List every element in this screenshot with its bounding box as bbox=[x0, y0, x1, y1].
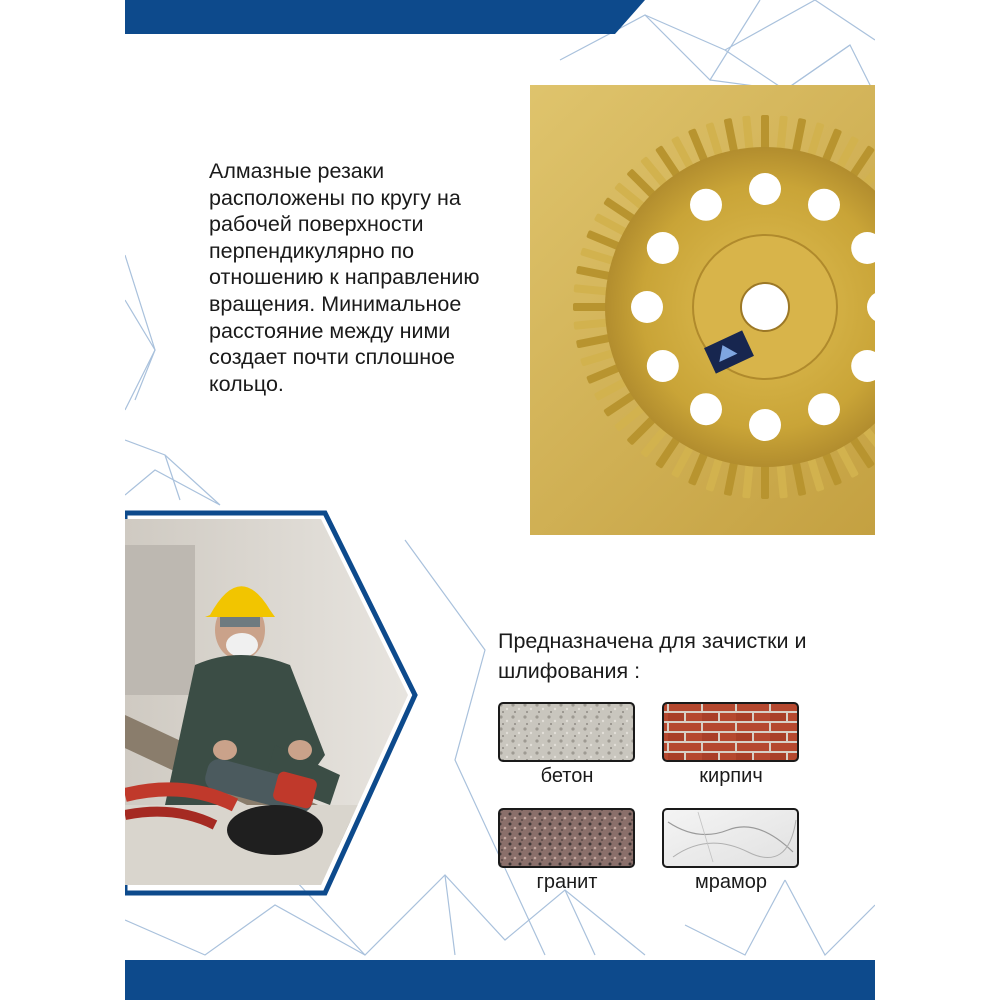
description-text bbox=[209, 158, 509, 397]
description-line: создает почти сплошное bbox=[209, 345, 455, 370]
description-line: перпендикулярно по bbox=[209, 238, 415, 263]
description-line: Алмазные резаки bbox=[209, 159, 385, 183]
worker-grinding-photo bbox=[125, 505, 545, 925]
description-line: кольцо. bbox=[209, 371, 284, 396]
diamond-cup-wheel-image bbox=[530, 85, 875, 535]
swatch-granite bbox=[499, 809, 634, 867]
purpose-heading bbox=[498, 626, 838, 686]
swatch-concrete bbox=[499, 703, 634, 761]
description-line: рабочей поверхности bbox=[209, 212, 424, 237]
description-line: расстояние между ними bbox=[209, 318, 451, 343]
material-label-concrete: бетон bbox=[540, 765, 594, 787]
top-banner-bar bbox=[125, 0, 875, 36]
bottom-banner-bar bbox=[125, 960, 875, 1000]
purpose-line-1: Предназначена для зачистки и bbox=[498, 629, 807, 653]
purpose-line-2: шлифования : bbox=[498, 659, 641, 683]
material-label-marble: мрамор bbox=[695, 871, 767, 893]
swatch-brick bbox=[663, 703, 798, 761]
product-card bbox=[125, 0, 875, 1000]
description-line: вращения. Минимальное bbox=[209, 291, 462, 316]
swatch-marble bbox=[663, 809, 798, 867]
description-line: отношению к направлению bbox=[209, 265, 480, 290]
description-line: расположены по кругу на bbox=[209, 185, 461, 210]
material-label-brick: кирпич bbox=[699, 765, 763, 787]
material-label-granite: гранит bbox=[536, 871, 598, 893]
